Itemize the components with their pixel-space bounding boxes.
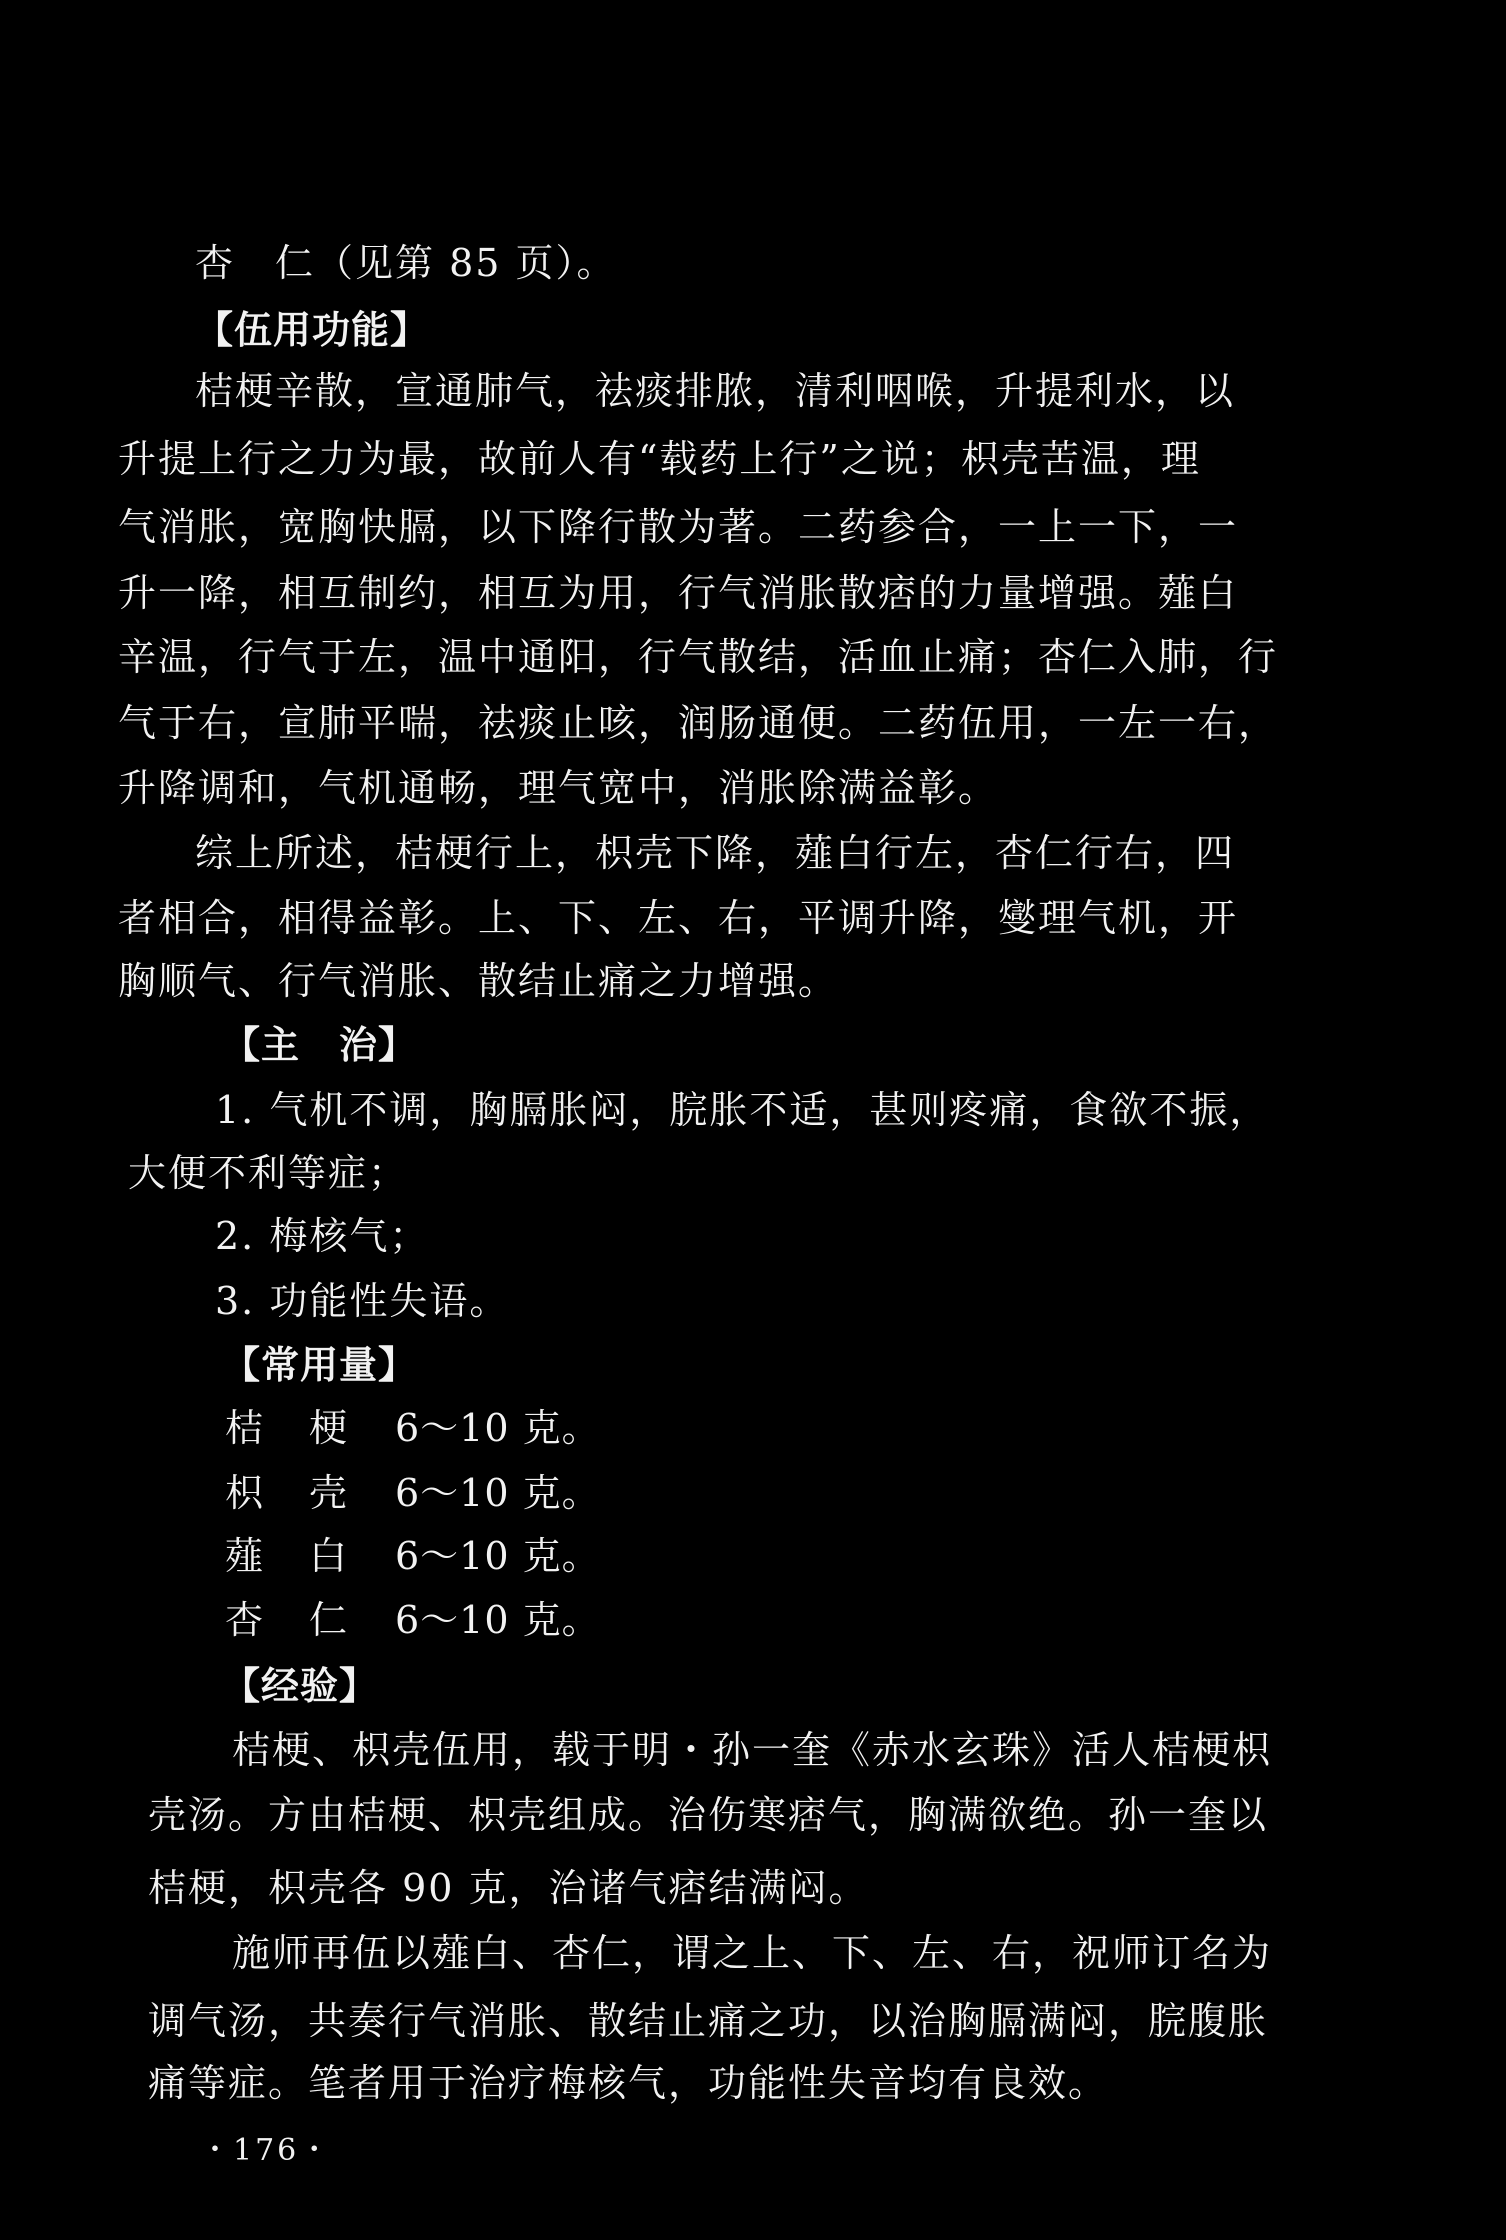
text-line: 壳汤。方由桔梗、枳壳组成。治伤寒痞气，胸满欲绝。孙一奎以 xyxy=(148,1793,1269,1837)
herb-amount: 6～10 克。 xyxy=(395,1471,601,1515)
text-line: 气消胀，宽胸快膈，以下降行散为著。二药参合，一上一下，一 xyxy=(118,505,1239,549)
herb-amount: 6～10 克。 xyxy=(395,1406,601,1450)
dosage-heading: 【常用量】 xyxy=(222,1343,418,1387)
experience-heading: 【经验】 xyxy=(222,1664,379,1708)
herb-name: 薤白 xyxy=(225,1534,394,1578)
page-number: ・176・ xyxy=(200,2133,333,2168)
text-line: 调气汤，共奏行气消胀、散结止痛之功，以治胸膈满闷，脘腹胀 xyxy=(148,1999,1269,2043)
text-line: 胸顺气、行气消胀、散结止痛之力增强。 xyxy=(118,959,839,1003)
combination-heading: 【伍用功能】 xyxy=(195,308,430,352)
text-line: 桔梗、枳壳伍用，载于明・孙一奎《赤水玄珠》活人桔梗枳 xyxy=(232,1728,1273,1772)
text-line: 升降调和，气机通畅，理气宽中，消胀除满益彰。 xyxy=(118,766,999,810)
text-line: 痛等症。笔者用于治疗梅核气，功能性失音均有良效。 xyxy=(148,2061,1109,2105)
text-line: 升提上行之力为最，故前人有“载药上行”之说；枳壳苦温，理 xyxy=(118,437,1201,481)
text-line: 施师再伍以薤白、杏仁，谓之上、下、左、右，祝师订名为 xyxy=(232,1931,1273,1975)
text-line: 桔梗辛散，宣通肺气，祛痰排脓，清利咽喉，升提利水，以 xyxy=(195,369,1236,413)
indication-item-1: 1. 气机不调，胸膈胀闷，脘胀不适，甚则疼痛，食欲不振， xyxy=(215,1088,1270,1132)
text-line: 者相合，相得益彰。上、下、左、右，平调升降，燮理气机，开 xyxy=(118,896,1239,940)
text-line: 升一降，相互制约，相互为用，行气消胀散痞的力量增强。薤白 xyxy=(118,571,1239,615)
text-line: 辛温，行气于左，温中通阳，行气散结，活血止痛；杏仁入肺，行 xyxy=(118,635,1279,679)
indication-item-2: 2. 梅核气； xyxy=(215,1214,430,1258)
text-line: 综上所述，桔梗行上，枳壳下降，薤白行左，杏仁行右，四 xyxy=(195,831,1236,875)
indications-heading: 【主 治】 xyxy=(222,1023,418,1067)
herb-name: 杏仁 xyxy=(225,1598,394,1642)
text-line: 气于右，宣肺平喘，祛痰止咳，润肠通便。二药伍用，一左一右， xyxy=(118,701,1279,745)
herb-name: 桔梗 xyxy=(225,1406,394,1450)
intro-line: 杏 仁（见第 85 页）。 xyxy=(195,241,617,285)
herb-amount: 6～10 克。 xyxy=(395,1534,601,1578)
indication-item-3: 3. 功能性失语。 xyxy=(215,1279,510,1323)
indication-item-1-cont: 大便不利等症； xyxy=(128,1151,409,1195)
herb-amount: 6～10 克。 xyxy=(395,1598,601,1642)
herb-name: 枳壳 xyxy=(225,1471,394,1515)
text-line: 桔梗，枳壳各 90 克，治诸气痞结满闷。 xyxy=(148,1866,869,1910)
